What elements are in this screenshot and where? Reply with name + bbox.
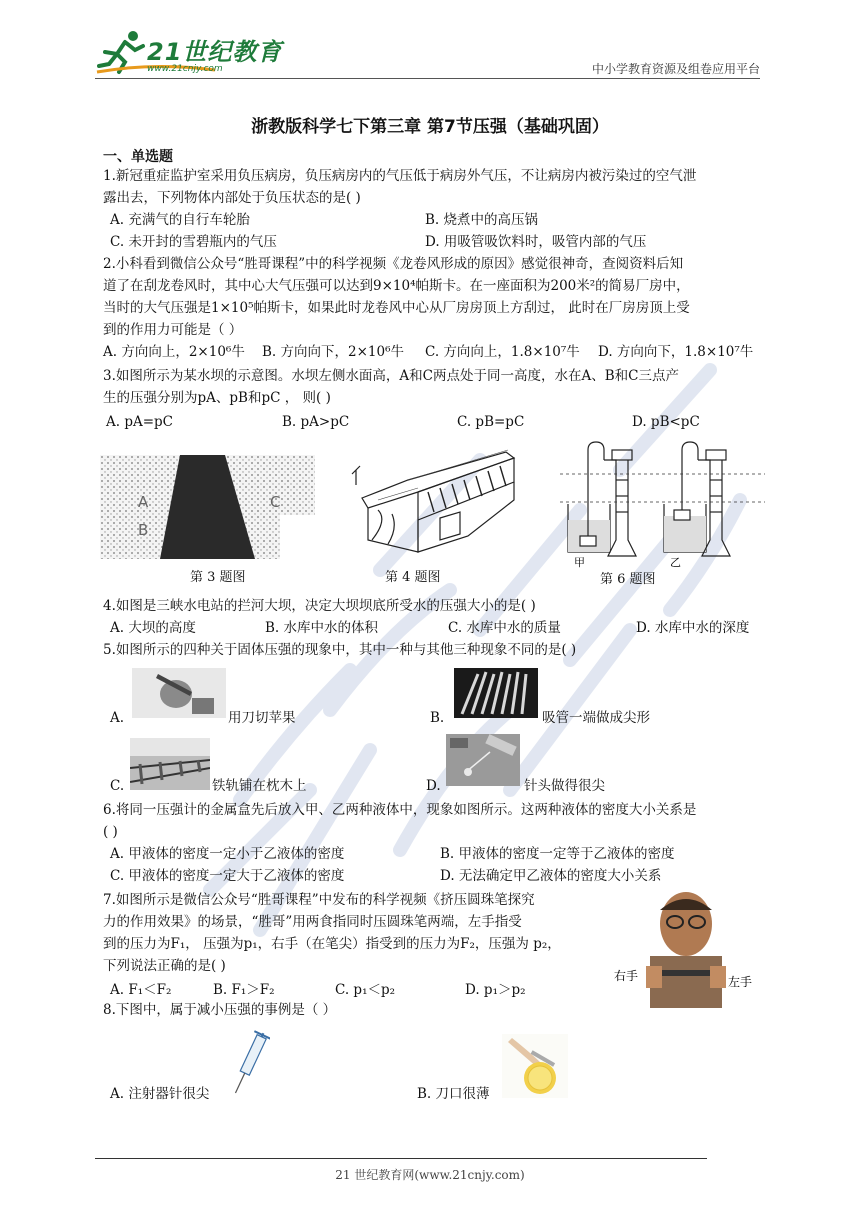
q8-text-line1: 8.下图中，属于减小压强的事例是（ ） (103, 1002, 337, 1018)
q6-text-line2: ( ) (103, 824, 118, 840)
apple-knife-image (132, 668, 226, 718)
q5-option-c-label[interactable]: C. (110, 778, 125, 794)
lemon-knife-image (502, 1034, 568, 1098)
q7-text-line4: 下列说法正确的是( ) (103, 958, 226, 974)
page-header (95, 28, 760, 78)
q5-option-a-label[interactable]: A. (110, 710, 125, 726)
logo-url: www.21cnjy.com (147, 64, 223, 74)
dam-label-b: B (138, 521, 149, 539)
q5-text-line1: 5.如图所示的四种关于固体压强的现象中，其中一种与其他三种现象不同的是( ) (103, 642, 577, 658)
page-title: 浙教版科学七下第三章 第7节压强（基础巩固） (251, 117, 609, 137)
q7-text-line2: 力的作用效果》的场景，“胜哥”用两食指同时压圆珠笔两端，左手指受 (103, 914, 522, 930)
q3-option-d[interactable]: D. pB<pC (632, 414, 700, 430)
q7-option-a[interactable]: A. F₁＜F₂ (110, 982, 172, 998)
q7-option-b[interactable]: B. F₁＞F₂ (213, 982, 275, 998)
fig3-caption: 第 3 题图 (190, 570, 246, 585)
platform-name: 中小学教育资源及组卷应用平台 (591, 62, 760, 76)
dam-label-c: C (270, 493, 281, 511)
footer-divider (95, 1158, 707, 1159)
railway-image (130, 738, 210, 790)
q2-option-b[interactable]: B. 方向向下，2×10⁶牛 (262, 344, 404, 360)
q2-option-c[interactable]: C. 方向向上，1.8×10⁷牛 (425, 344, 580, 360)
pen-pressing-photo (606, 884, 762, 1008)
header-divider (95, 78, 760, 79)
q4-option-c[interactable]: C. 水库中水的质量 (448, 620, 561, 636)
q1-option-d[interactable]: D. 用吸管吸饮料时，吸管内部的气压 (425, 234, 647, 250)
q3-text-line2: 生的压强分别为pA、pB和pC ， 则( ) (103, 390, 331, 406)
q5-option-b[interactable]: 吸管一端做成尖形 (542, 710, 650, 726)
fig6-label-jia: 甲 (574, 556, 585, 568)
q5-option-b-label[interactable]: B. (430, 710, 445, 726)
fig6-caption: 第 6 题图 (600, 572, 656, 587)
q3-option-a[interactable]: A. pA=pC (106, 414, 174, 430)
section-heading: 一、单选题 (103, 149, 173, 165)
q6-option-c[interactable]: C. 甲液体的密度一定大于乙液体的密度 (110, 868, 345, 884)
q3-text-line1: 3.如图所示为某水坝的示意图。水坝左侧水面高，A和C两点处于同一高度，水在A、B和C三点产 (103, 368, 679, 384)
syringe-image (228, 1030, 270, 1098)
q5-option-c[interactable]: 铁轨铺在枕木上 (212, 778, 307, 794)
q1-text-line2: 露出去，下列物体内部处于负压状态的是( ) (103, 190, 361, 206)
q2-option-d[interactable]: D. 方向向下，1.8×10⁷牛 (598, 344, 754, 360)
q8-option-b[interactable]: B. 刀口很薄 (417, 1086, 490, 1102)
q1-option-a[interactable]: A. 充满气的自行车轮胎 (110, 212, 250, 228)
q7-option-d[interactable]: D. p₁＞p₂ (465, 982, 526, 998)
q2-text-line2: 道了在刮龙卷风时，其中心大气压强可以达到9×10⁴帕斯卡。在一座面积为200米²的简易厂房中， (103, 278, 690, 294)
q5-option-d[interactable]: 针头做得很尖 (524, 778, 605, 794)
pressure-gauge-diagram (560, 440, 765, 568)
syringe-needle-image (446, 734, 520, 786)
q8-option-a[interactable]: A. 注射器针很尖 (110, 1086, 210, 1102)
q2-text-line4: 到的作用力可能是（ ） (103, 322, 243, 338)
q5-option-d-label[interactable]: D. (426, 778, 441, 794)
q7-text-line3: 到的压力为F₁， 压强为p₁，右手（在笔尖）指受到的压力为F₂，压强为 p₂， (103, 936, 561, 952)
q2-text-line1: 2.小科看到微信公众号“胜哥课程”中的科学视频《龙卷风形成的原因》感觉很神奇，查阅资料后知 (103, 256, 684, 272)
three-gorges-dam-drawing (348, 440, 518, 558)
fig6-label-yi: 乙 (670, 556, 681, 568)
q4-option-b[interactable]: B. 水库中水的体积 (265, 620, 379, 636)
straws-image (454, 668, 538, 718)
q3-option-c[interactable]: C. pB=pC (457, 414, 525, 430)
q6-option-d[interactable]: D. 无法确定甲乙液体的密度大小关系 (440, 868, 662, 884)
q1-option-c[interactable]: C. 未开封的雪碧瓶内的气压 (110, 234, 277, 250)
left-hand-label: 左手 (728, 975, 753, 989)
q4-text-line1: 4.如图是三峡水电站的拦河大坝，决定大坝坝底所受水的压强大小的是( ) (103, 598, 536, 614)
q5-option-a[interactable]: 用刀切苹果 (228, 710, 296, 726)
q1-text-line1: 1.新冠重症监护室采用负压病房，负压病房内的气压低于病房外气压，不让病房内被污染过的空气泄 (103, 168, 697, 184)
right-hand-label: 右手 (614, 969, 639, 983)
q1-option-b[interactable]: B. 烧煮中的高压锅 (425, 212, 539, 228)
q4-option-a[interactable]: A. 大坝的高度 (110, 620, 196, 636)
q2-text-line3: 当时的大气压强是1×10⁵帕斯卡，如果此时龙卷风中心从厂房房顶上方刮过， 此时在厂房房顶上受 (103, 300, 690, 316)
footer: 21 世纪教育网(www.21cnjy.com) (335, 1168, 525, 1182)
fig4-caption: 第 4 题图 (385, 570, 441, 585)
q7-text-line1: 7.如图所示是微信公众号“胜哥课程”中发布的科学视频《挤压圆珠笔探究 (103, 892, 535, 908)
q6-option-b[interactable]: B. 甲液体的密度一定等于乙液体的密度 (440, 846, 675, 862)
q2-option-a[interactable]: A. 方向向上，2×10⁶牛 (103, 344, 245, 360)
q7-option-c[interactable]: C. p₁＜p₂ (335, 982, 396, 998)
q3-option-b[interactable]: B. pA>pC (282, 414, 350, 430)
dam-label-a: A (138, 493, 149, 511)
logo-text: 21世纪教育 (147, 38, 283, 66)
q4-option-d[interactable]: D. 水库中水的深度 (636, 620, 750, 636)
q6-text-line1: 6.将同一压强计的金属盒先后放入甲、乙两种液体中，现象如图所示。这两种液体的密度大小关系是 (103, 802, 697, 818)
q6-option-a[interactable]: A. 甲液体的密度一定小于乙液体的密度 (110, 846, 345, 862)
dam-diagram (100, 455, 315, 559)
